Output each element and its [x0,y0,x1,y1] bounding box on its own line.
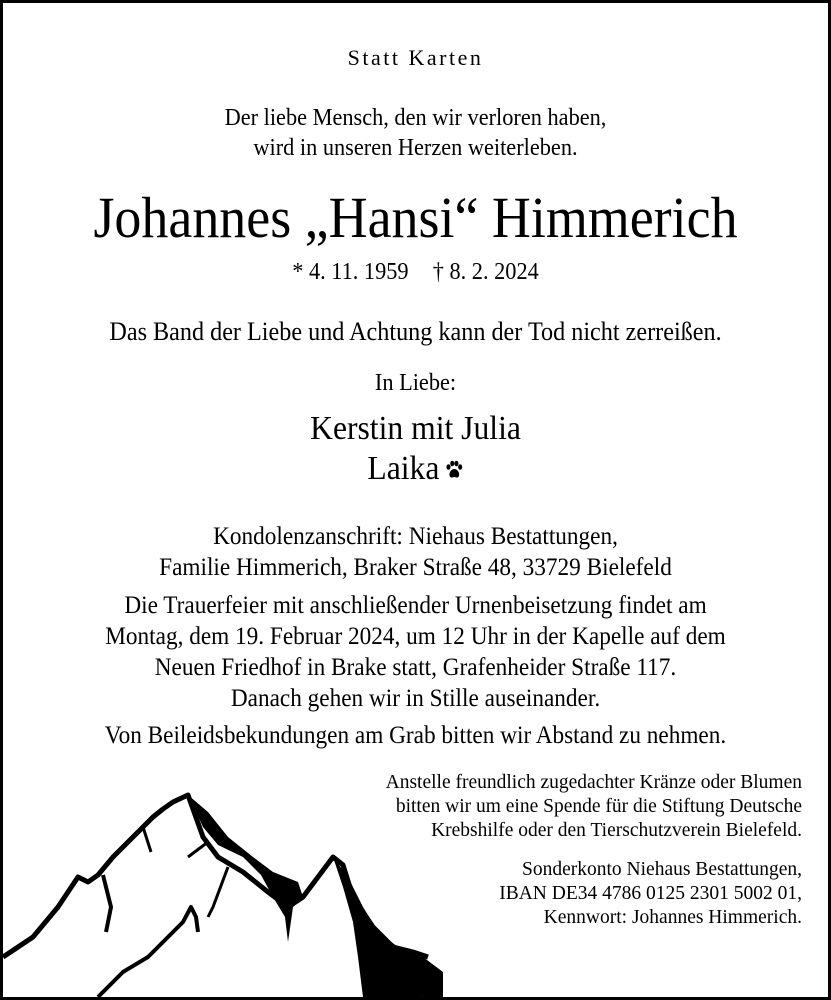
account-line: Kennwort: Johannes Himmerich. [543,907,802,928]
donation-line: bitten wir um eine Spende für die Stiftung Deutsche [395,796,802,817]
mourner-name: Kerstin mit Julia [310,410,521,447]
ceremony-info [32,590,799,714]
motto: Das Band der Liebe und Achtung kann der Tod nicht zerreißen. [109,317,722,346]
donation-request [386,771,802,843]
mourners [32,409,799,489]
mourner-pet [32,449,799,489]
address-line: Familie Himmerich, Braker Straße 48, 33729 Bielefeld [159,554,672,581]
life-dates [32,259,799,286]
ceremony-line: Montag, dem 19. Februar 2024, um 12 Uhr in der Kapelle auf dem [105,623,726,650]
account-line: Sonderkonto Niehaus Bestattungen, [522,859,802,880]
donation-line: Krebshilfe oder den Tierschutzverein Bielefeld. [431,820,802,841]
mountains-illustration [3,757,443,997]
condolence-address [32,521,799,583]
ceremony-line: Die Trauerfeier mit anschließender Urnenbeisetzung findet am [124,592,707,619]
mourner-name: Laika [367,450,440,487]
account-line: IBAN DE34 4786 0125 2301 5002 01, [499,883,802,904]
opening-quote [32,103,799,163]
paw-icon [445,460,464,480]
quote-line: Der liebe Mensch, den wir verloren haben, [224,105,607,131]
bank-account [499,858,802,930]
quote-line: wird in unseren Herzen weiterleben. [253,135,578,161]
donation-line: Anstelle freundlich zugedachter Kränze oder Blumen [385,772,802,793]
in-love-label: In Liebe: [374,370,457,396]
deceased-name: Johannes „Hansi“ Himmerich [93,185,738,250]
birth-date: * 4. 11. 1959 [292,259,409,285]
condolence-request: Von Beileidsbekundungen am Grab bitten wir Abstand zu nehmen. [104,722,727,749]
address-line: Kondolenzanschrift: Niehaus Bestattungen, [213,523,618,550]
ceremony-line: Neuen Friedhof in Brake statt, Grafenheider Straße 117. [154,654,677,681]
death-date: † 8. 2. 2024 [432,259,539,285]
ceremony-line: Danach gehen wir in Stille auseinander. [230,685,601,712]
kicker: Statt Karten [347,45,484,70]
